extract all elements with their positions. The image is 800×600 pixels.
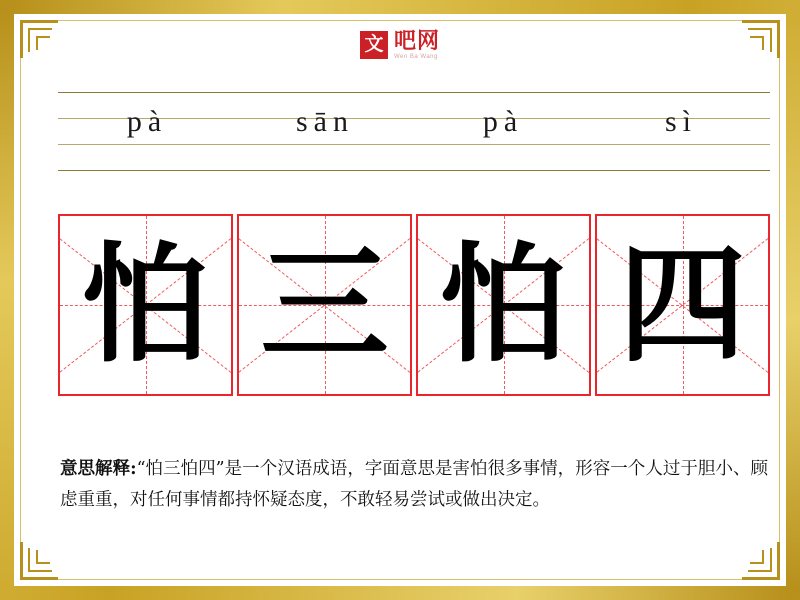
- pinyin-syllable: pà: [482, 105, 524, 138]
- logo-subtitle: Wen Ba Wang: [393, 54, 438, 60]
- logo-name: 吧网: [393, 28, 441, 53]
- character-glyph: 怕: [439, 230, 568, 380]
- pinyin-staff: [58, 92, 770, 170]
- pinyin-syllable: sān: [296, 105, 354, 138]
- character-cell: [237, 214, 412, 396]
- character-glyph: 四: [618, 230, 747, 380]
- corner-ornament-bottom-right: [738, 538, 784, 584]
- pinyin-row: [58, 92, 770, 170]
- staff-line: [58, 170, 770, 171]
- character-cell: [595, 214, 770, 396]
- character-cell: [416, 214, 591, 396]
- logo-text: [394, 30, 440, 60]
- explanation-text: “怕三怕四”是一个汉语成语，字面意思是害怕很多事情，形容一个人过于胆小、顾虑重重，对任何事情都持怀疑态度，不敢轻易尝试或做出决定。: [60, 459, 768, 510]
- explanation-block: [60, 454, 768, 515]
- pinyin-syllable: sì: [664, 105, 697, 138]
- explanation-label: 意思解释:: [60, 459, 137, 479]
- pinyin-syllable: pà: [126, 105, 168, 138]
- character-glyph: 怕: [81, 230, 210, 380]
- corner-ornament-top-left: [16, 16, 62, 62]
- character-cell: [58, 214, 233, 396]
- character-grid: [58, 214, 770, 396]
- corner-ornament-bottom-left: [16, 538, 62, 584]
- site-logo: [360, 28, 440, 62]
- character-glyph: 三: [260, 230, 389, 380]
- corner-ornament-top-right: [738, 16, 784, 62]
- logo-mark-icon: 文: [360, 31, 388, 59]
